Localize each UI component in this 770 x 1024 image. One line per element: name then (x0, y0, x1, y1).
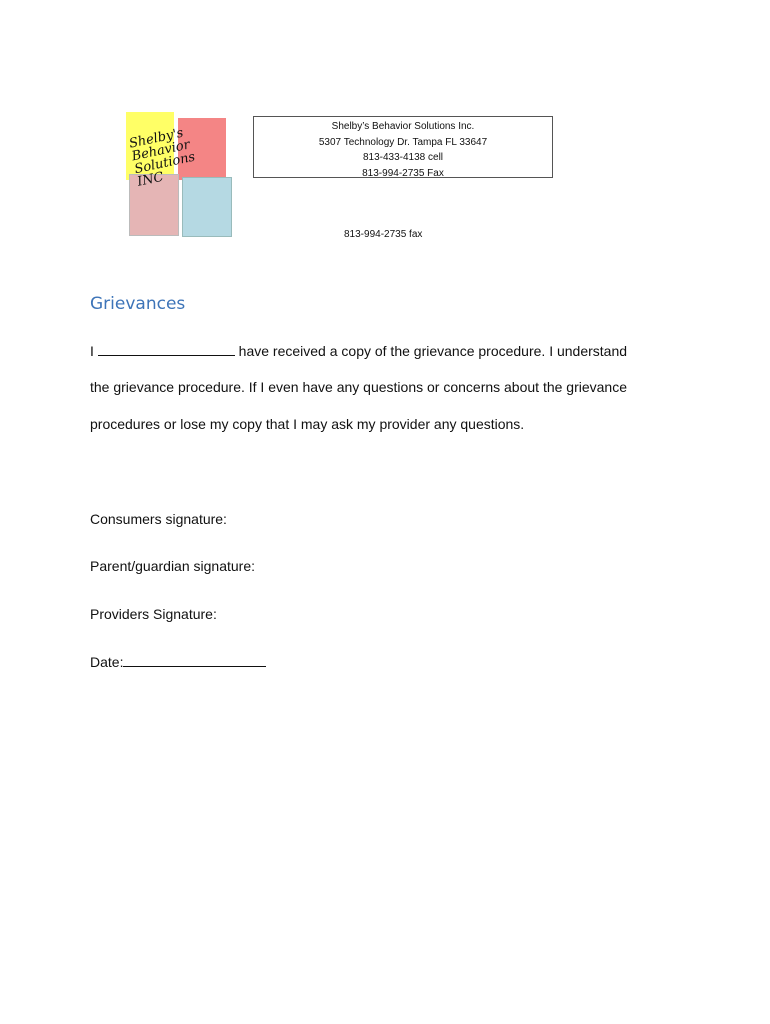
company-logo (124, 110, 234, 240)
body-line-3: procedures or lose my copy that I may ask my provider any questions. (90, 416, 525, 432)
date-blank[interactable] (123, 653, 266, 667)
name-blank[interactable] (98, 342, 235, 356)
company-address: 5307 Technology Dr. Tampa FL 33647 (318, 136, 488, 148)
page-title: Grievances (90, 294, 186, 314)
company-cell: 813-433-4138 cell (362, 152, 444, 163)
company-name: Shelby’s Behavior Solutions Inc. (331, 121, 475, 132)
consumer-signature-label: Consumers signature: (90, 511, 227, 527)
provider-signature-field[interactable] (90, 606, 217, 622)
date-field[interactable] (90, 653, 266, 670)
body-line-1-suffix: have received a copy of the grievance procedure. I understand (238, 343, 628, 359)
logo-text: Shelby's Behavior Solutions INC (127, 125, 197, 190)
consumer-signature-field[interactable] (90, 511, 227, 527)
provider-signature-label: Providers Signature: (90, 606, 217, 622)
logo-blue-piece (182, 177, 232, 237)
parent-signature-label: Parent/guardian signature: (90, 558, 255, 574)
fax-number: 813-994-2735 fax (344, 229, 423, 240)
letterhead-box (253, 116, 553, 178)
company-fax: 813-994-2735 Fax (362, 167, 444, 179)
body-line-1-prefix: I (90, 343, 94, 359)
body-line-1 (90, 342, 627, 359)
parent-signature-field[interactable] (90, 558, 255, 574)
date-label: Date: (90, 654, 124, 670)
body-line-2: the grievance procedure. If I even have any questions or concerns about the grievance (90, 379, 628, 395)
